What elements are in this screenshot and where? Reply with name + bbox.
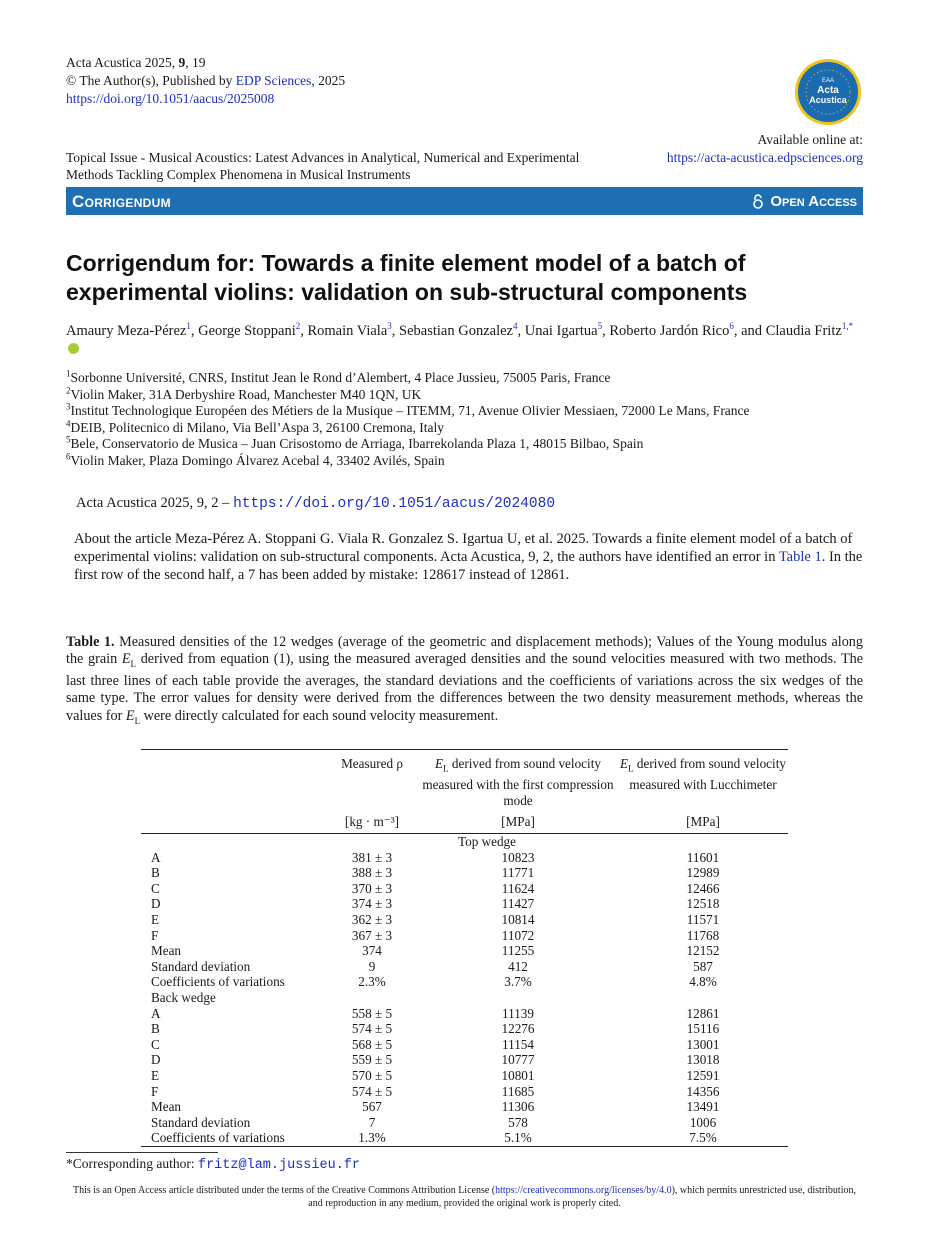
table-cell: 374 xyxy=(362,943,382,959)
table-cell: 388 ± 3 xyxy=(351,865,393,881)
table-cell: 11072 xyxy=(501,927,535,943)
table-row xyxy=(141,1130,788,1146)
table-row xyxy=(141,974,788,990)
table-cell: 367 ± 3 xyxy=(351,927,393,943)
table-cell: 9 xyxy=(368,958,376,974)
table-cell: 568 ± 5 xyxy=(351,1036,393,1052)
table-row xyxy=(141,943,788,959)
table-cell: 574 ± 5 xyxy=(351,1083,393,1099)
affiliation-item: $^4$DEIB, Politecnico di Milano, Via Bell’Aspa 3, 26100 Cremona, Italy xyxy=(66,418,445,435)
open-lock-icon xyxy=(752,194,764,209)
corresponding-email-link[interactable]: fritz@lam.jussieu.fr xyxy=(197,1158,361,1173)
table-cell: E xyxy=(151,911,160,927)
table-cell: 362 ± 3 xyxy=(351,911,393,927)
author-list: Amaury Meza-Pérez$^1$, George Stoppani$^2$, Romain Viala$^3$, Sebastian Gonzalez$^4$, Unai Igartua$^5$, Roberto Jardón Rico$^6$, and Claudia Fritz$^{1,*}$ xyxy=(66,322,866,359)
table-cell: 567 xyxy=(362,1099,382,1115)
table-row xyxy=(141,881,788,897)
section-title: Top wedge xyxy=(326,834,788,850)
table-cell: 13491 xyxy=(686,1099,720,1115)
table-cell: 12152 xyxy=(686,943,720,959)
table-cell: 13018 xyxy=(686,1052,720,1068)
author-affiliation-ref[interactable]: 4 xyxy=(512,321,518,332)
table-cell: 3.7% xyxy=(504,974,532,990)
footnote-rule xyxy=(66,1152,218,1153)
table-1 xyxy=(141,749,788,1147)
copyright-line: © The Author(s), Published by EDP Sciences, 2025 xyxy=(66,73,346,88)
table-row xyxy=(141,1052,788,1068)
available-label: Available online at: xyxy=(757,132,863,147)
table-label: Table 1. xyxy=(66,634,115,650)
author-affiliation-ref[interactable]: 1 xyxy=(186,321,191,332)
available-online xyxy=(667,131,863,167)
table-cell: 12861 xyxy=(686,1005,720,1021)
author-name: Sebastian Gonzalez xyxy=(399,323,513,339)
author-affiliation-ref[interactable]: 2 xyxy=(295,321,301,332)
table-cell: 11768 xyxy=(686,927,720,943)
table-cell: 5.1% xyxy=(418,1130,618,1146)
journal-site-link[interactable]: https://acta-acustica.edpsciences.org xyxy=(666,150,863,165)
table-cell: 12591 xyxy=(686,1067,720,1083)
publisher-link[interactable]: EDP Sciences xyxy=(235,73,312,88)
topical-issue: Topical Issue - Musical Acoustics: Latest Advances in Analytical, Numerical and Experimental Methods Tackling Complex Phenomena in Musical Instruments xyxy=(66,150,580,182)
journal-volume-line: Acta Acustica 2025, 9, 19 xyxy=(66,55,206,70)
table-cell: Mean xyxy=(151,1099,182,1115)
corresponding-author: *Corresponding author: fritz@lam.jussieu.fr xyxy=(66,1156,361,1173)
author-name: Roberto Jardón Rico xyxy=(609,323,730,339)
table-cell: 7.5% xyxy=(618,1130,788,1146)
table-cell: A xyxy=(151,1005,161,1021)
header-density: Measured ρ xyxy=(326,750,418,809)
table-cell: 11771 xyxy=(501,865,535,881)
table-cell: F xyxy=(151,1083,159,1099)
table-cell: 587 xyxy=(693,958,713,974)
table-cell: C xyxy=(151,880,160,896)
article-type: Corrigendum xyxy=(72,192,171,211)
license-link[interactable]: https://creativecommons.org/licenses/by/4.0 xyxy=(495,1185,672,1196)
table-1-link[interactable]: Table 1 xyxy=(778,549,822,565)
original-doi-link[interactable]: https://doi.org/10.1051/aacus/2024080 xyxy=(233,496,556,512)
table-cell: 1.3% xyxy=(326,1130,418,1146)
table-cell: 559 ± 5 xyxy=(351,1052,393,1068)
logo-line2: Acustica xyxy=(809,95,847,105)
affiliation-item: $^2$Violin Maker, 31A Derbyshire Road, Manchester M40 1QN, UK xyxy=(66,385,422,402)
table-cell: 10823 xyxy=(501,849,535,865)
table-cell: 578 xyxy=(508,1114,528,1130)
header-el-lucchimeter: $E_L$ derived from sound velocity measured with Lucchimeter xyxy=(618,750,788,809)
doi-link[interactable]: https://doi.org/10.1051/aacus/2025008 xyxy=(66,91,275,106)
table-cell: 1006 xyxy=(689,1114,717,1130)
table-cell: 11685 xyxy=(501,1083,535,1099)
table-cell: E xyxy=(151,1067,160,1083)
table-cell: 2.3% xyxy=(358,974,386,990)
table-cell: 13001 xyxy=(686,1036,720,1052)
section-title: Back wedge xyxy=(151,989,216,1005)
table-cell: 4.8% xyxy=(689,974,717,990)
author-name: Claudia Fritz xyxy=(765,323,842,339)
unit-el-lucchimeter: [MPa] xyxy=(686,814,720,830)
header-el-compression: $E_L$ derived from sound velocity measured with the first compression mode xyxy=(418,750,618,809)
table-cell: B xyxy=(151,865,160,881)
table-cell: F xyxy=(151,927,159,943)
author-affiliation-ref[interactable]: 6 xyxy=(729,321,734,332)
table-row xyxy=(141,1099,788,1115)
license-notice: This is an Open Access article distributed under the terms of the Creative Commons Attribution License (https://creativecommons.org/licenses/by/4.0), which permits unrestricted use, distribution, and reproduction in any medium, provided the original work is properly cited. xyxy=(73,1185,856,1209)
affiliation-list xyxy=(66,370,866,469)
author-affiliation-ref[interactable]: 1,* xyxy=(841,321,854,332)
table-cell: 14356 xyxy=(686,1083,720,1099)
affiliation-item: $^3$Institut Technologique Européen des Métiers de la Musique – ITEMM, 71, Avenue Olivier Messiaen, 72000 Le Mans, France xyxy=(66,401,750,418)
table-cell: B xyxy=(151,1021,160,1037)
author-affiliation-ref[interactable]: 5 xyxy=(597,321,603,332)
table-cell: A xyxy=(151,849,161,865)
table-cell: 11571 xyxy=(686,911,720,927)
table-cell: 11154 xyxy=(502,1036,534,1052)
table-cell: 374 ± 3 xyxy=(351,896,393,912)
affiliation-item: $^6$Violin Maker, Plaza Domingo Álvarez Acebal 4, 33402 Avilés, Spain xyxy=(66,451,445,468)
table-cell: Mean xyxy=(151,943,182,959)
section-header-row xyxy=(141,990,788,1006)
article-type-banner xyxy=(66,187,863,215)
table-cell: 10801 xyxy=(501,1067,535,1083)
author-affiliation-ref[interactable]: 3 xyxy=(387,321,392,332)
table-row xyxy=(141,959,788,975)
table-cell: 11624 xyxy=(501,880,535,896)
table-cell: 10777 xyxy=(501,1052,535,1068)
table-row xyxy=(141,896,788,912)
table-cell: 12989 xyxy=(686,865,720,881)
table-cell: 10814 xyxy=(501,911,535,927)
table-cell: D xyxy=(151,1052,161,1068)
logo-line1: Acta xyxy=(817,85,839,96)
article-title: Corrigendum for: Towards a finite element model of a batch of experimental violins: validation on sub-structural components xyxy=(66,250,748,305)
table-row xyxy=(141,1006,788,1022)
table-cell: 11427 xyxy=(501,896,535,912)
table-row xyxy=(141,1068,788,1084)
table-row xyxy=(141,928,788,944)
open-access-badge xyxy=(750,193,857,210)
original-citation: Acta Acustica 2025, 9, 2 – https://doi.org/10.1051/aacus/2024080 xyxy=(76,495,556,512)
author-name: Romain Viala xyxy=(307,323,388,339)
table-row xyxy=(141,865,788,881)
table-cell: Coefficients of variations xyxy=(141,1130,326,1146)
table-cell: C xyxy=(151,1036,160,1052)
author-name: Unai Igartua xyxy=(524,323,598,339)
affiliation-item: $^5$Bele, Conservatorio de Musica – Juan Crisostomo de Arriaga, Ibarrekolanda Plaza 1, 48015 Bilbao, Spain xyxy=(66,434,644,451)
table-cell: Coefficients of variations xyxy=(151,974,285,990)
table-cell: 574 ± 5 xyxy=(351,1021,393,1037)
open-access-label: Open Access xyxy=(770,193,857,210)
table-cell: D xyxy=(151,896,161,912)
table-cell: 11139 xyxy=(502,1005,534,1021)
author-name: George Stoppani xyxy=(198,323,296,339)
logo-eaa: EAA xyxy=(821,78,835,84)
table-cell: 11601 xyxy=(686,849,720,865)
table-caption: Table 1. Measured densities of the 12 wedges (average of the geometric and displacement methods); Values of the Young modulus along the grain $E_L$ derived from equation (1), using the measured averaged densities and the sound velocities measured with two methods. The last three lines of each table provide the averages, the standard deviations and the coefficients of variations across the six wedges of the same type. The error values for density were derived from the differences between the two density measurement methods, whereas the values for $E_L$ were directly calculated for each sound velocity measurement. xyxy=(66,634,864,726)
table-cell: 558 ± 5 xyxy=(351,1005,393,1021)
author-name: Amaury Meza-Pérez xyxy=(66,323,187,339)
header-blank xyxy=(141,750,326,809)
table-row xyxy=(141,850,788,866)
section-header-row xyxy=(141,834,788,850)
table-cell: 7 xyxy=(368,1114,376,1130)
table-cell: Standard deviation xyxy=(151,958,251,974)
corrigendum-text: About the article Meza-Pérez A. Stoppani G. Viala R. Gonzalez S. Igartua U, et al. 2025. Towards a finite element model of a batch of experimental violins: validation on sub-structural components. Acta Acustica, 9, 2, the authors have identified an error in Table 1. In the first row of the second half, a 7 has been added by mistake: 128617 instead of 12861. xyxy=(74,531,863,583)
table-cell: 370 ± 3 xyxy=(351,880,393,896)
acta-acustica-logo[interactable] xyxy=(794,58,862,126)
table-cell: Standard deviation xyxy=(151,1114,251,1130)
table-cell: 12466 xyxy=(686,880,720,896)
table-row xyxy=(141,1021,788,1037)
unit-el-compression: [MPa] xyxy=(501,814,535,830)
table-row xyxy=(141,1037,788,1053)
affiliation-item: $^1$Sorbonne Université, CNRS, Institut Jean le Rond d’Alembert, 4 Place Jussieu, 75005 Paris, France xyxy=(66,368,611,385)
journal-info xyxy=(66,54,345,108)
orcid-icon[interactable] xyxy=(68,343,79,354)
table-cell: 12276 xyxy=(501,1021,535,1037)
table-row xyxy=(141,912,788,928)
table-cell: 570 ± 5 xyxy=(351,1067,393,1083)
table-cell: 11255 xyxy=(501,943,535,959)
table-cell: 11306 xyxy=(501,1099,535,1115)
table-cell: 381 ± 3 xyxy=(351,849,393,865)
table-row xyxy=(141,1115,788,1131)
table-cell: 15116 xyxy=(686,1021,720,1037)
table-cell: 412 xyxy=(508,958,528,974)
unit-density: [kg · m⁻³] xyxy=(344,814,400,830)
table-cell: 12518 xyxy=(686,896,720,912)
table-row xyxy=(141,1084,788,1100)
